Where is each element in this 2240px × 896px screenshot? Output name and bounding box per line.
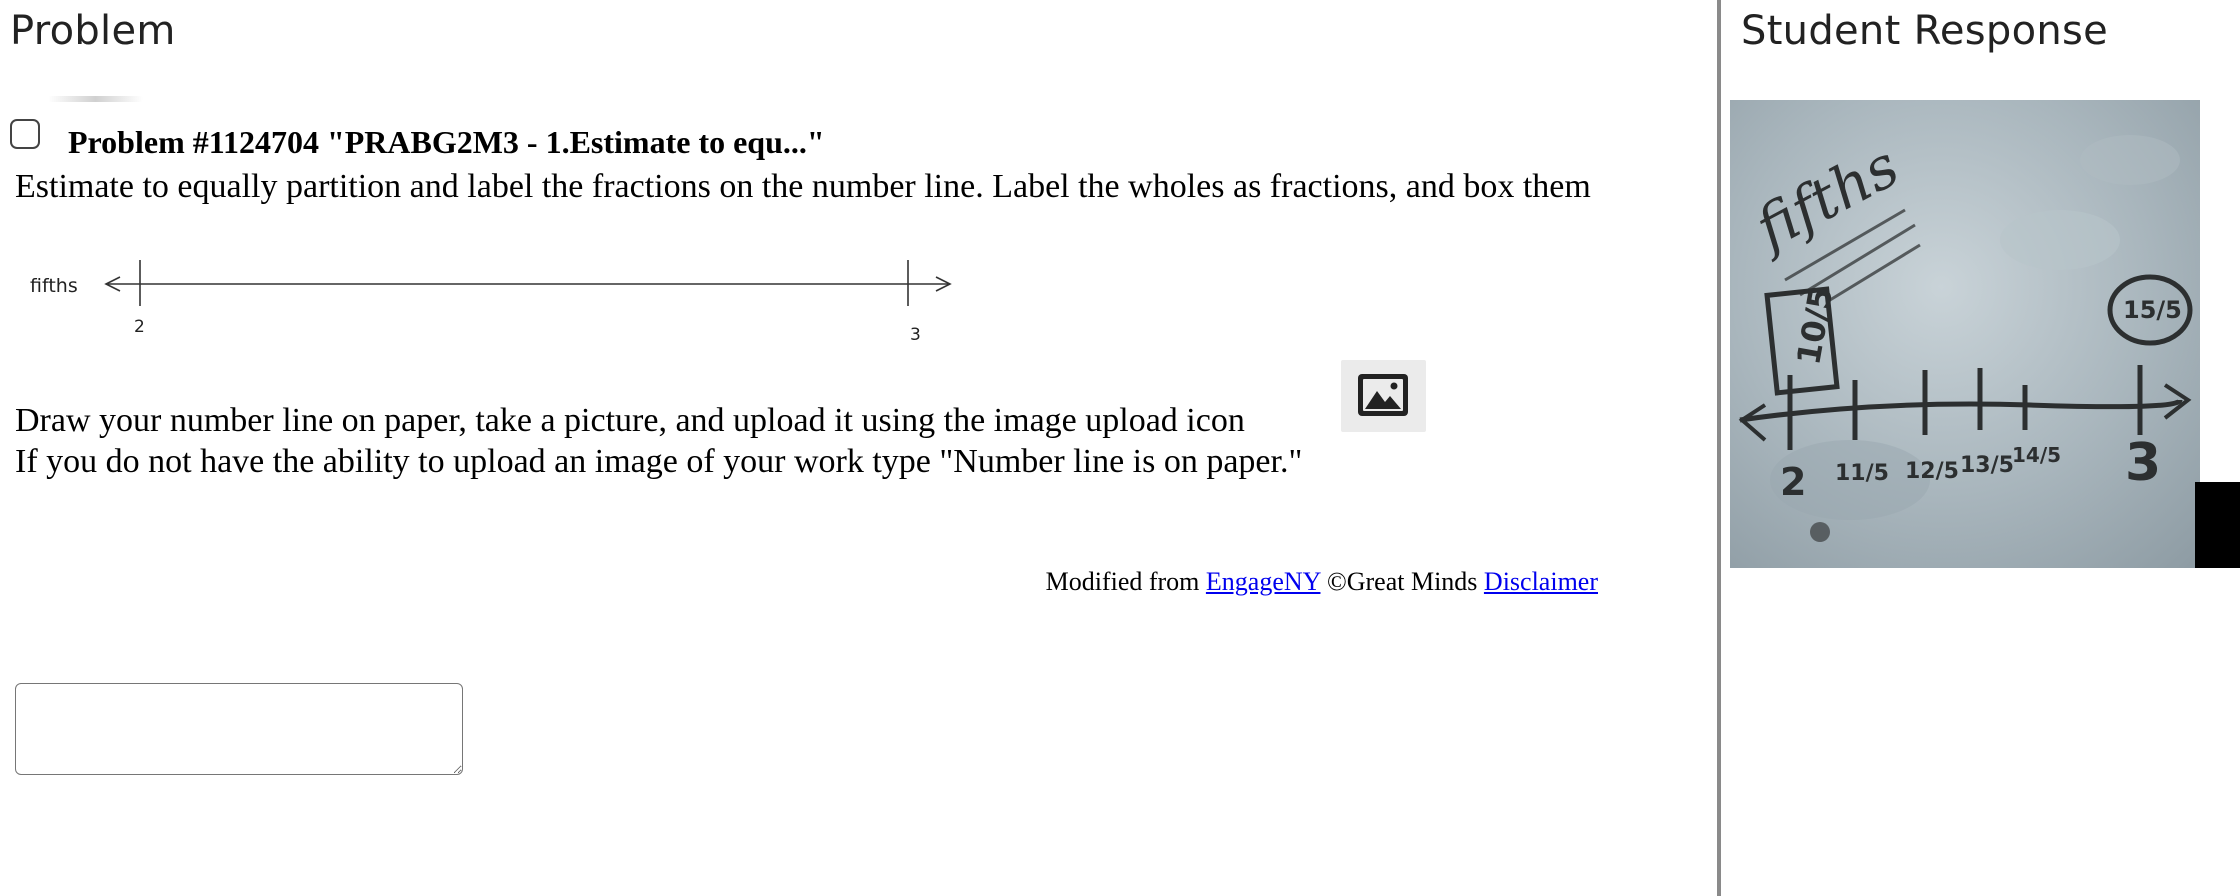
- disclaimer-link[interactable]: Disclaimer: [1483, 567, 1598, 596]
- photo-edge-tab: [2195, 482, 2240, 568]
- student-response-title: Student Response: [1741, 8, 2109, 54]
- handwritten-label: fifths: [1744, 131, 1910, 263]
- scroll-fade-divider: [48, 96, 143, 102]
- start-tick-label: 2: [134, 317, 145, 337]
- photo-tick-label-14-5: 14/5: [2012, 443, 2062, 467]
- problem-select-checkbox[interactable]: [10, 119, 40, 149]
- attribution-prefix: Modified from: [1045, 567, 1200, 596]
- photo-tick-label-13-5: 13/5: [1960, 453, 2014, 478]
- student-response-photo: [1730, 100, 2200, 568]
- circled-fraction: 15/5: [2123, 296, 2182, 324]
- no-upload-instruction: If you do not have the ability to upload an image of your work type "Number line is on paper.": [15, 443, 1303, 480]
- photo-tick-label-2: 2: [1780, 460, 1807, 504]
- photo-tick-label-12-5: 12/5: [1905, 459, 1959, 484]
- student-response-panel: [1721, 0, 2240, 896]
- answer-textarea[interactable]: [15, 683, 463, 775]
- problem-instructions: Estimate to equally partition and label the fractions on the number line. Label the wholes as fractions, and box them: [15, 168, 1591, 205]
- photo-tick-label-3: 3: [2125, 433, 2162, 493]
- copyright-text: ©Great Minds: [1326, 567, 1478, 596]
- attribution-line: [1046, 567, 1598, 597]
- engageny-link[interactable]: EngageNY: [1205, 567, 1321, 596]
- number-line-figure: [20, 250, 960, 350]
- number-line-label: fifths: [30, 275, 78, 297]
- end-tick-label: 3: [910, 325, 921, 345]
- problem-header: Problem #1124704 "PRABG2M3 - 1.Estimate to equ...": [68, 124, 825, 160]
- draw-instruction: Draw your number line on paper, take a picture, and upload it using the image upload icon: [15, 402, 1245, 439]
- problem-panel-title: Problem: [10, 8, 176, 54]
- photo-tick-label-11-5: 11/5: [1835, 461, 1889, 486]
- boxed-fraction: 10/5: [1789, 283, 1841, 368]
